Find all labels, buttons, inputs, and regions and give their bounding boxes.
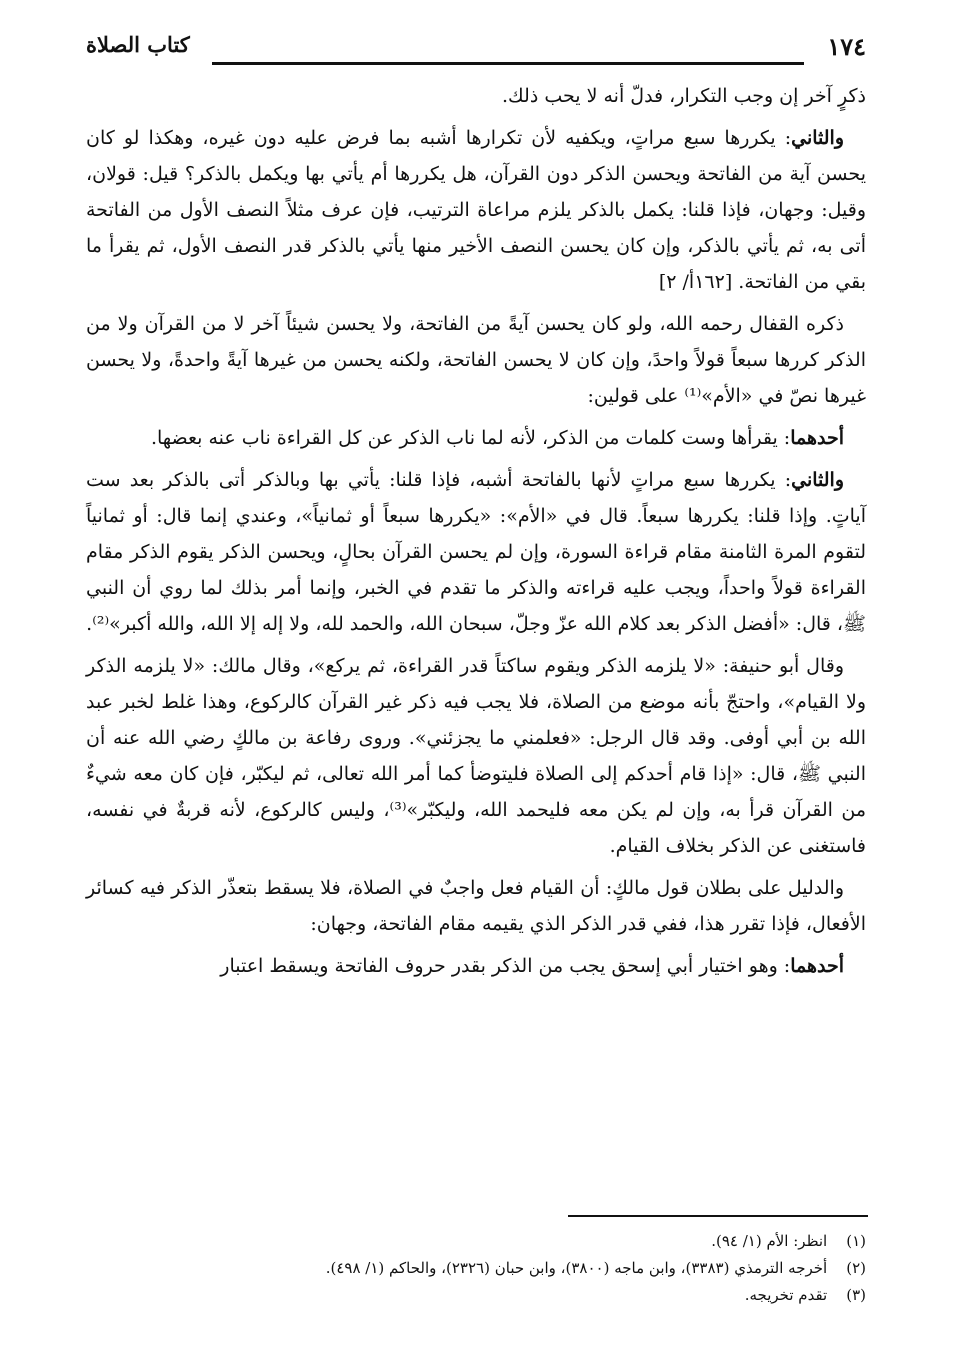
footnote: [86, 1255, 866, 1282]
footnote: [86, 1282, 866, 1309]
paragraph: [86, 78, 866, 114]
footnote-text: أخرجه الترمذي (٣٣٨٣)، وابن ماجه (٣٨٠٠)، وابن حبان (٢٣٢٦)، والحاكم (١/ ٤٩٨).: [325, 1259, 828, 1277]
paragraph-text: : وهو اختيار أبي إسحق يجب من الذكر بقدر حروف الفاتحة ويسقط اعتبار: [220, 955, 791, 977]
footnote-text: تقدم تخريجه.: [744, 1286, 828, 1304]
paragraph-label: والثاني: [791, 127, 844, 149]
paragraph: [86, 462, 866, 642]
paragraph: [86, 420, 866, 456]
footnote-separator: [568, 1215, 868, 1217]
paragraph: [86, 870, 866, 942]
paragraph: [86, 120, 866, 300]
paragraph-label: أحدهما: [790, 955, 844, 977]
paragraph-text: : يقرأها وست كلمات من الذكر، لأنه لما ناب الذكر عن كل القراءة ناب عنه بعضها.: [150, 427, 791, 449]
paragraph-text: ذكره القفال رحمه الله، ولو كان يحسن آيةً من الفاتحة، ولا يحسن شيئاً آخر لا من القرآن ولا من الذكر كررها سبعاً قولاً واحدً، وإن كان لا يحسن الفاتحة، ولكنه يحسن من غيرها آيةً واحدةً، ولا يحسن غيرها نصّ في «الأم»⁽¹⁾ على قولين:: [86, 313, 866, 407]
footnotes: [86, 1228, 866, 1309]
footnote-number: (٣): [846, 1286, 866, 1304]
paragraph-text: : يكررها سبع مراتٍ، ويكفيه لأن تكرارها أشبه بما فرض عليه دون غيره، وهكذا لو كان يحسن آية من الفاتحة ويحسن الذكر دون القرآن، هل يكررها أم يأتي بها ويكمل بالذكر؟ قيل: قولان، وقيل: وجهان، فإذا قلنا: يكمل بالذكر يلزم مراعاة الترتيب، فإن عرف مثلاً النصف الأول من الفاتحة أتى به، ثم يأتي بالذكر، وإن كان يحسن النصف الأخير منها يأتي بالذكر قدر النصف الأول، ثم يقرأ ما بقي من الفاتحة. [١٦٢أ/ ٢]: [86, 127, 866, 293]
running-header: [86, 28, 866, 68]
footnote: [86, 1228, 866, 1255]
paragraph-label: أحدهما: [790, 427, 844, 449]
paragraph: [86, 306, 866, 414]
paragraph-text: وقال أبو حنيفة: «لا يلزمه الذكر ويقوم ساكتاً قدر القراءة، ثم يركع»، وقال مالك: «لا يلزمه الذكر ولا القيام»، واحتجّ بأنه موضع من الصلاة، فلا يجب فيه ذكر غير القرآن كالركوع، وهذا غلط لخبر عبد الله بن أبي أوفى. وقد قال الرجل: «فعلمني ما يجزئني». وروى رفاعة بن مالكٍ رضي الله عنه أن النبي ﷺ، قال: «إذا قام أحدكم إلى الصلاة فليتوضأ كما أمر الله تعالى، ثم ليكبّر، فإن كان معه شيءٌ من القرآن قرأ به، وإن لم يكن معه فليحمد الله، وليكبّر»⁽³⁾، وليس كالركوع، لأنه قربةٌ في نفسه، فاستغنى عن الذكر بخلاف القيام.: [86, 655, 866, 857]
paragraph: [86, 648, 866, 864]
footnote-number: (١): [846, 1232, 866, 1250]
paragraph: [86, 948, 866, 984]
main-text: [86, 78, 866, 990]
paragraph-text: ذكرٍ آخر إن وجب التكرار، فدلّ أنه لا يحب ذلك.: [502, 85, 866, 107]
footnote-number: (٢): [846, 1259, 866, 1277]
paragraph-label: والثاني: [791, 469, 844, 491]
paragraph-text: : يكررها سبع مراتٍ لأنها بالفاتحة أشبه، فإذا قلنا: يأتي بها وبالذكر أتى بالذكر بعد ست آياتٍ. وإذا قلنا: يكررها سبعاً. قال في «الأم»: «يكررها سبعاً أو ثمانياً»، وعندي إنما قال: أو ثمانياً لتقوم المرة الثامنة مقام قراءة السورة، وإن لم يحسن القرآن بحالٍ، ويحسن الذكر يقوم الذكر مقام القراءة قولاً واحداً، ويجب عليه قراءته والذكر ما تقدم في الخبر، وإنما أمر بذلك لما روي أن النبي ﷺ، قال: «أفضل الذكر بعد كلام الله عزّ وجلّ، سبحان الله، والحمد لله، ولا إله إلا الله، والله أكبر»⁽²⁾.: [86, 469, 866, 635]
page-number: ١٧٤: [827, 32, 866, 61]
book-title: كتاب الصلاة: [86, 32, 190, 57]
paragraph-text: والدليل على بطلان قول مالكٍ: أن القيام فعل واجبٌ في الصلاة، فلا يسقط بتعذّر الذكر فيه كسائر الأفعال، فإذا تقرر هذا، ففي قدر الذكر الذي يقيمه مقام الفاتحة، وجهان:: [86, 877, 866, 935]
footnote-text: انظر: الأم (١/ ٩٤).: [711, 1232, 828, 1250]
header-rule: [212, 62, 804, 65]
